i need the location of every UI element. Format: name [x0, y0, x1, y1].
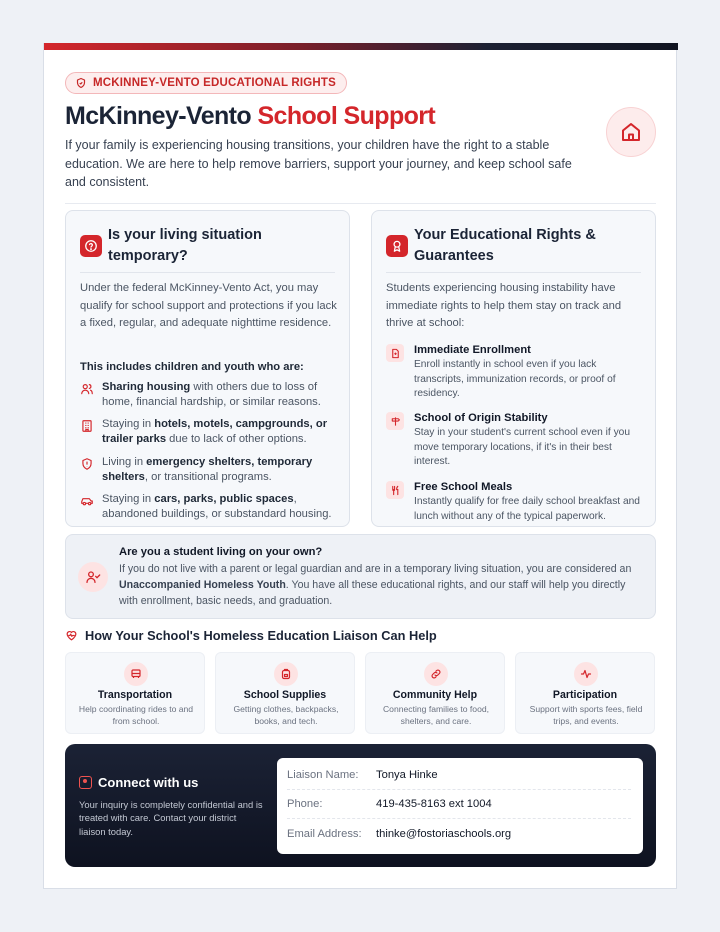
award-icon	[390, 239, 404, 253]
living-card-title: Is your living situation temporary?	[108, 227, 262, 264]
utensils-icon	[390, 485, 401, 496]
email-link[interactable]: thinke@fostoriaschools.org	[376, 827, 512, 840]
right-item-title: School of Origin Stability	[414, 412, 548, 424]
item-bold: emergency shelters, temporary shelters	[102, 456, 313, 483]
living-card-intro: Under the federal McKinney-Vento Act, you may qualify for school support and protections if you lack a fixed, regular, and adequate nighttime residence.	[80, 282, 337, 329]
contact-panel	[65, 744, 656, 867]
heart-pulse-icon	[65, 629, 78, 642]
list-item	[80, 380, 340, 409]
link-icon	[430, 668, 442, 680]
award-icon-badge	[386, 235, 408, 257]
contact-label: Email Address:	[287, 827, 362, 840]
shield-icon	[75, 77, 87, 89]
tile-body: Connecting families to food, shelters, and care.	[382, 704, 490, 726]
tile-title: School Supplies	[243, 689, 327, 701]
item-bold: cars, parks, public spaces	[154, 493, 294, 505]
contact-label: Liaison Name:	[287, 769, 359, 781]
car-icon	[80, 494, 94, 508]
link-icon-badge	[424, 662, 448, 686]
card-divider	[80, 272, 335, 273]
item-bold: Sharing housing	[102, 381, 191, 393]
question-icon-badge	[80, 235, 102, 257]
users-icon	[80, 382, 94, 396]
right-item	[386, 343, 646, 402]
list-item	[80, 417, 340, 446]
contact-row-phone	[287, 790, 631, 819]
service-tile-participation	[515, 652, 655, 734]
rights-card	[371, 210, 656, 527]
item-pre: Staying in	[102, 418, 155, 430]
right-item-body: Stay in your student's current school even if you move temporary locations, if it's in their best interest.	[414, 427, 630, 467]
item-pre: Living in	[102, 456, 147, 468]
card-divider	[386, 272, 641, 273]
activity-icon	[580, 668, 592, 680]
callout-body-pre: If you do not live with a parent or legal guardian and are in a temporary living situation, you are considered an	[119, 563, 632, 575]
pill-label: MCKINNEY-VENTO EDUCATIONAL RIGHTS	[93, 77, 337, 89]
utensils-icon-badge	[386, 481, 404, 499]
right-item	[386, 411, 646, 470]
includes-label: This includes children and youth who are:	[80, 361, 304, 373]
item-text: due to lack of other options.	[166, 432, 307, 445]
rights-card-intro: Students experiencing housing instability have immediate rights to help them stay on track and thrive at school:	[386, 282, 622, 329]
top-gradient-bar	[44, 43, 678, 50]
backpack-icon-badge	[274, 662, 298, 686]
contact-label: Phone:	[287, 798, 323, 810]
home-icon	[619, 120, 643, 144]
document-icon-badge	[386, 344, 404, 362]
service-tile-transportation	[65, 652, 205, 734]
tile-body: Help coordinating rides to and from school.	[78, 704, 194, 726]
tile-title: Transportation	[97, 689, 173, 701]
service-tile-supplies	[215, 652, 355, 734]
tile-body: Getting clothes, backpacks, books, and tech.	[233, 704, 339, 726]
question-icon	[84, 239, 98, 253]
item-text: with others due to loss of home, financial hardship, or similar reasons.	[102, 381, 321, 408]
page-subtitle: If your family is experiencing housing transitions, your children have the right to a stable education. We are here to help remove barriers, support your journey, and keep school safe and consistent.	[65, 138, 572, 189]
rights-card-title: Your Educational Rights & Guarantees	[414, 227, 596, 264]
living-situation-card	[65, 210, 350, 527]
tile-title: Community Help	[392, 689, 478, 701]
contact-card-icon	[79, 776, 92, 789]
header-divider	[65, 203, 656, 204]
signpost-icon	[390, 416, 401, 427]
item-bold: hotels, motels, campgrounds, or trailer parks	[102, 418, 328, 445]
item-pre: Staying in	[102, 493, 155, 505]
contact-details	[277, 758, 643, 854]
contact-heading-text: Connect with us	[98, 775, 199, 790]
flyer-page	[43, 43, 677, 889]
shield-icon	[80, 457, 94, 471]
contact-row-name	[287, 761, 631, 790]
user-check-icon-badge	[78, 562, 108, 592]
title-main: McKinney-Vento	[65, 102, 252, 130]
item-text: , abandoned buildings, or substandard housing.	[102, 493, 332, 520]
contact-heading	[79, 775, 198, 790]
callout-body-post: . You have all these educational rights, and our staff will help you directly with enrollment, basic needs, and graduation.	[119, 579, 626, 607]
liaison-section-title	[65, 628, 437, 643]
right-item-body: Instantly qualify for free daily school breakfast and lunch without any of the typical paperwork.	[414, 496, 640, 522]
right-item	[386, 480, 646, 524]
bus-icon	[130, 668, 142, 680]
item-text: , or transitional programs.	[144, 470, 272, 483]
list-item	[80, 455, 340, 484]
home-badge	[606, 107, 656, 157]
backpack-icon	[280, 668, 292, 680]
callout-body-bold: Unaccompanied Homeless Youth	[119, 579, 286, 591]
contact-value: Tonya Hinke	[376, 769, 438, 781]
user-check-icon	[85, 569, 101, 585]
callout-title: Are you a student living on your own?	[119, 546, 323, 558]
activity-icon-badge	[574, 662, 598, 686]
contact-row-email	[287, 819, 631, 848]
tile-body: Support with sports fees, field trips, and events.	[529, 704, 643, 726]
signpost-icon-badge	[386, 412, 404, 430]
callout-body	[119, 561, 644, 609]
tile-title: Participation	[552, 689, 618, 701]
phone-link[interactable]: 419-435-8163 ext 1004	[376, 798, 492, 810]
bus-icon-badge	[124, 662, 148, 686]
right-item-title: Free School Meals	[414, 481, 513, 493]
liaison-title-text: How Your School's Homeless Education Liaison Can Help	[85, 628, 437, 643]
unaccompanied-youth-callout	[65, 534, 656, 619]
list-item	[80, 492, 340, 521]
right-item-body: Enroll instantly in school even if you lack transcripts, immunization records, or proof of residency.	[414, 359, 616, 399]
service-tile-community	[365, 652, 505, 734]
page-title	[65, 102, 435, 131]
document-icon	[390, 348, 401, 359]
title-accent: School Support	[257, 102, 436, 130]
contact-body: Your inquiry is completely confidential and is treated with care. Contact your district liaison today.	[79, 799, 263, 837]
rights-pill	[65, 72, 347, 94]
building-icon	[80, 419, 94, 433]
right-item-title: Immediate Enrollment	[414, 344, 531, 356]
